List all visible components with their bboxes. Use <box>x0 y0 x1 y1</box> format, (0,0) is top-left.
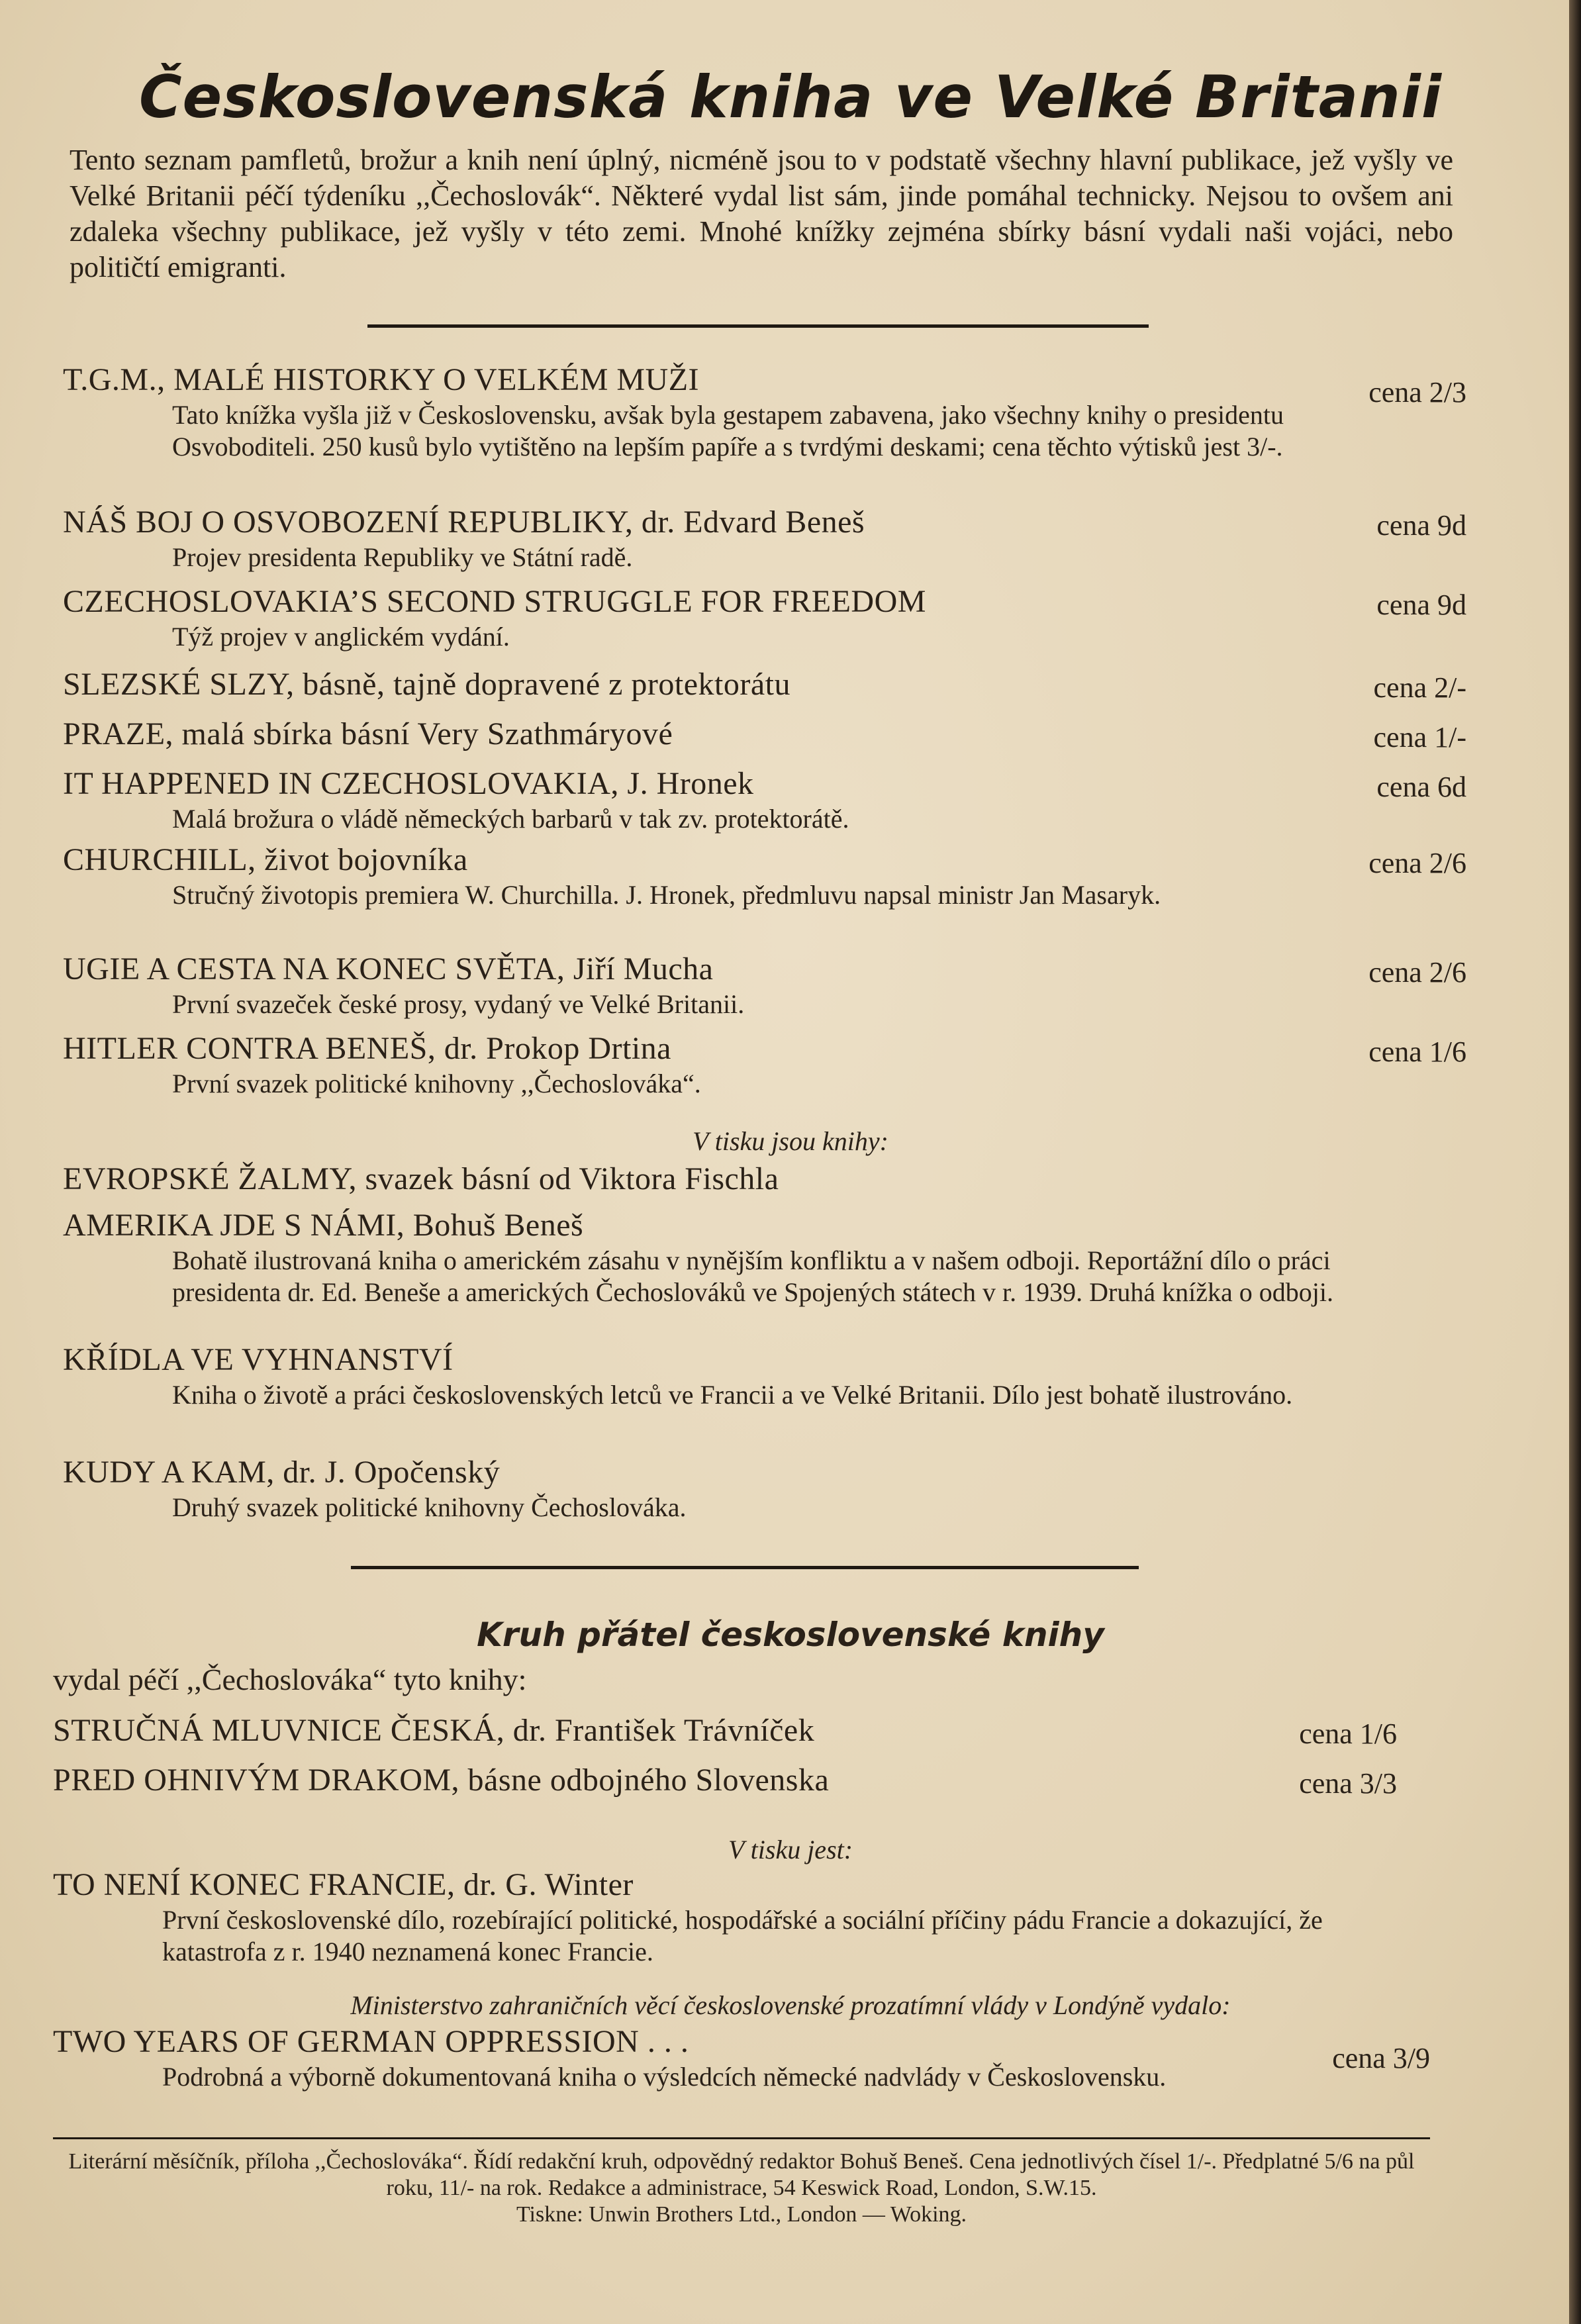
book-title: KUDY A KAM, dr. J. Opočenský <box>63 1455 501 1490</box>
book-title: TO NENÍ KONEC FRANCIE, dr. G. Winter <box>53 1867 634 1902</box>
book-entry <box>63 950 1466 1020</box>
divider-top <box>367 324 1149 328</box>
book-entry <box>63 1341 1466 1411</box>
book-description: Týž projev v anglickém vydání. <box>172 622 510 652</box>
book-price: cena 9d <box>1376 509 1466 542</box>
book-price: cena 2/- <box>1373 671 1466 704</box>
divider-footer <box>53 2137 1430 2139</box>
book-title: PRAZE, malá sbírka básní Very Szathmáryové <box>63 716 673 751</box>
book-price: cena 1/6 <box>1368 1036 1466 1068</box>
book-entry <box>63 503 1466 573</box>
book-price: cena 6d <box>1376 771 1466 803</box>
book-title: HITLER CONTRA BENEŠ, dr. Prokop Drtina <box>63 1031 671 1066</box>
book-entry <box>63 841 1466 911</box>
book-entry <box>63 1030 1466 1100</box>
book-price: cena 2/6 <box>1368 956 1466 989</box>
club-in-print-label: V tisku jest: <box>728 1835 853 1864</box>
page-title: Československá kniha ve Velké Britanii <box>138 63 1443 131</box>
book-entry <box>63 1453 1466 1524</box>
intro-paragraph: Tento seznam pamfletů, brožur a knih není úplný, nicméně jsou to v podstatě všechny hlavní publikace, jež vyšly ve Velké Britanii péčí týdeníku ,,Čechoslovák“. Některé vydal list sám, jinde pomáhal technicky. Nejsou to ovšem ani zdaleka všechny publikace, jež vyšly v této zemi. Mnohé knížky zejména sbírky básní vydali naši vojáci, nebo političtí emigranti. <box>70 144 1453 283</box>
book-title: CHURCHILL, život bojovníka <box>63 842 468 877</box>
club-title: Kruh přátel československé knihy <box>477 1616 1104 1654</box>
book-title: SLEZSKÉ SLZY, básně, tajně dopravené z protektorátu <box>63 667 791 702</box>
book-description: Tato knížka vyšla již v Československu, avšak byla gestapem zabavena, jako všechny knihy o presidentu Osvoboditeli. 250 kusů bylo vytištěno na lepším papíře a s tvrdými deskami; cena těchto výtisků jest 3/-. <box>172 400 1284 461</box>
printer-line: Tiskne: Unwin Brothers Ltd., London — Woking. <box>516 2202 967 2227</box>
book-entry <box>63 361 1466 463</box>
book-entry <box>53 2023 1430 2093</box>
book-description: Stručný životopis premiera W. Churchilla. J. Hronek, předmluvu napsal ministr Jan Masaryk. <box>172 880 1161 910</box>
book-entry <box>63 583 1466 653</box>
book-title: NÁŠ BOJ O OSVOBOZENÍ REPUBLIKY, dr. Edvard Beneš <box>63 505 865 540</box>
colophon-text: Literární měsíčník, příloha ,,Čechoslováka“. Řídí redakční kruh, odpovědný redaktor Bohuš Beneš. Cena jednotlivých čísel 1/-. Předplatné 5/6 na půl roku, 11/- na rok. Redakce a administrace, 54 Keswick Road, London, S.W.15. <box>68 2149 1415 2200</box>
book-price: cena 2/3 <box>1368 376 1466 409</box>
book-entry <box>63 1160 1466 1198</box>
book-price: cena 1/- <box>1373 721 1466 753</box>
book-price: cena 9d <box>1376 589 1466 621</box>
book-price: cena 3/9 <box>1332 2042 1430 2074</box>
book-title: IT HAPPENED IN CZECHOSLOVAKIA, J. Hronek <box>63 766 754 801</box>
colophon <box>53 2149 1430 2228</box>
book-description: Podrobná a výborně dokumentovaná kniha o výsledcích německé nadvlády v Československu. <box>162 2062 1167 2092</box>
book-title: TWO YEARS OF GERMAN OPPRESSION . . . <box>53 2024 689 2059</box>
book-title: KŘÍDLA VE VYHNANSTVÍ <box>63 1342 454 1377</box>
book-title: PRED OHNIVÝM DRAKOM, básne odbojného Slovenska <box>53 1763 830 1798</box>
book-description: Druhý svazek politické knihovny Čechoslováka. <box>172 1492 687 1522</box>
book-title: UGIE A CESTA NA KONEC SVĚTA, Jiří Mucha <box>63 951 714 987</box>
book-price: cena 3/3 <box>1299 1767 1397 1800</box>
page-edge-shadow <box>1569 0 1581 2324</box>
book-title: EVROPSKÉ ŽALMY, svazek básní od Viktora Fischla <box>63 1161 779 1196</box>
book-description: Projev presidenta Republiky ve Státní radě. <box>172 542 633 572</box>
book-description: Malá brožura o vládě německých barbarů v tak zv. protektorátě. <box>172 804 849 834</box>
divider-middle <box>351 1566 1139 1569</box>
book-title: CZECHOSLOVAKIA’S SECOND STRUGGLE FOR FREEDOM <box>63 584 926 619</box>
club-subtitle: vydal péčí ,,Čechoslováka“ tyto knihy: <box>53 1663 527 1696</box>
book-entry <box>63 665 1466 704</box>
book-title: STRUČNÁ MLUVNICE ČESKÁ, dr. František Trávníček <box>53 1713 815 1748</box>
book-entry <box>53 1761 1397 1800</box>
book-title: T.G.M., MALÉ HISTORKY O VELKÉM MUŽI <box>63 362 700 397</box>
book-price: cena 2/6 <box>1368 847 1466 879</box>
book-price: cena 1/6 <box>1299 1718 1397 1750</box>
book-entry <box>63 765 1466 835</box>
ministry-label: Ministerstvo zahraničních věcí československé prozatímní vlády v Londýně vydalo: <box>350 1990 1231 2020</box>
book-description: Bohatě ilustrovaná kniha o americkém zásahu v nynějším konfliktu a v našem odboji. Reportážní dílo o práci presidenta dr. Ed. Beneše a amerických Čechoslováků ve Spojených státech v r. 1939. Druhá knížka o odboji. <box>172 1245 1333 1307</box>
book-description: První československé dílo, rozebírající politické, hospodářské a sociální příčiny pádu Francie a dokazující, že katastrofa z r. 1940 neznamená konec Francie. <box>162 1905 1323 1966</box>
in-print-label: V tisku jsou knihy: <box>693 1126 888 1156</box>
book-entry <box>53 1866 1397 1968</box>
book-title: AMERIKA JDE S NÁMI, Bohuš Beneš <box>63 1208 584 1243</box>
book-description: Kniha o životě a práci československých letců ve Francii a ve Velké Britanii. Dílo jest bohatě ilustrováno. <box>172 1380 1293 1410</box>
book-description: První svazeček české prosy, vydaný ve Velké Britanii. <box>172 989 745 1019</box>
book-entry <box>63 1206 1466 1308</box>
book-entry <box>53 1712 1397 1750</box>
book-entry <box>63 715 1466 753</box>
book-description: První svazek politické knihovny ,,Čechoslováka“. <box>172 1069 701 1098</box>
